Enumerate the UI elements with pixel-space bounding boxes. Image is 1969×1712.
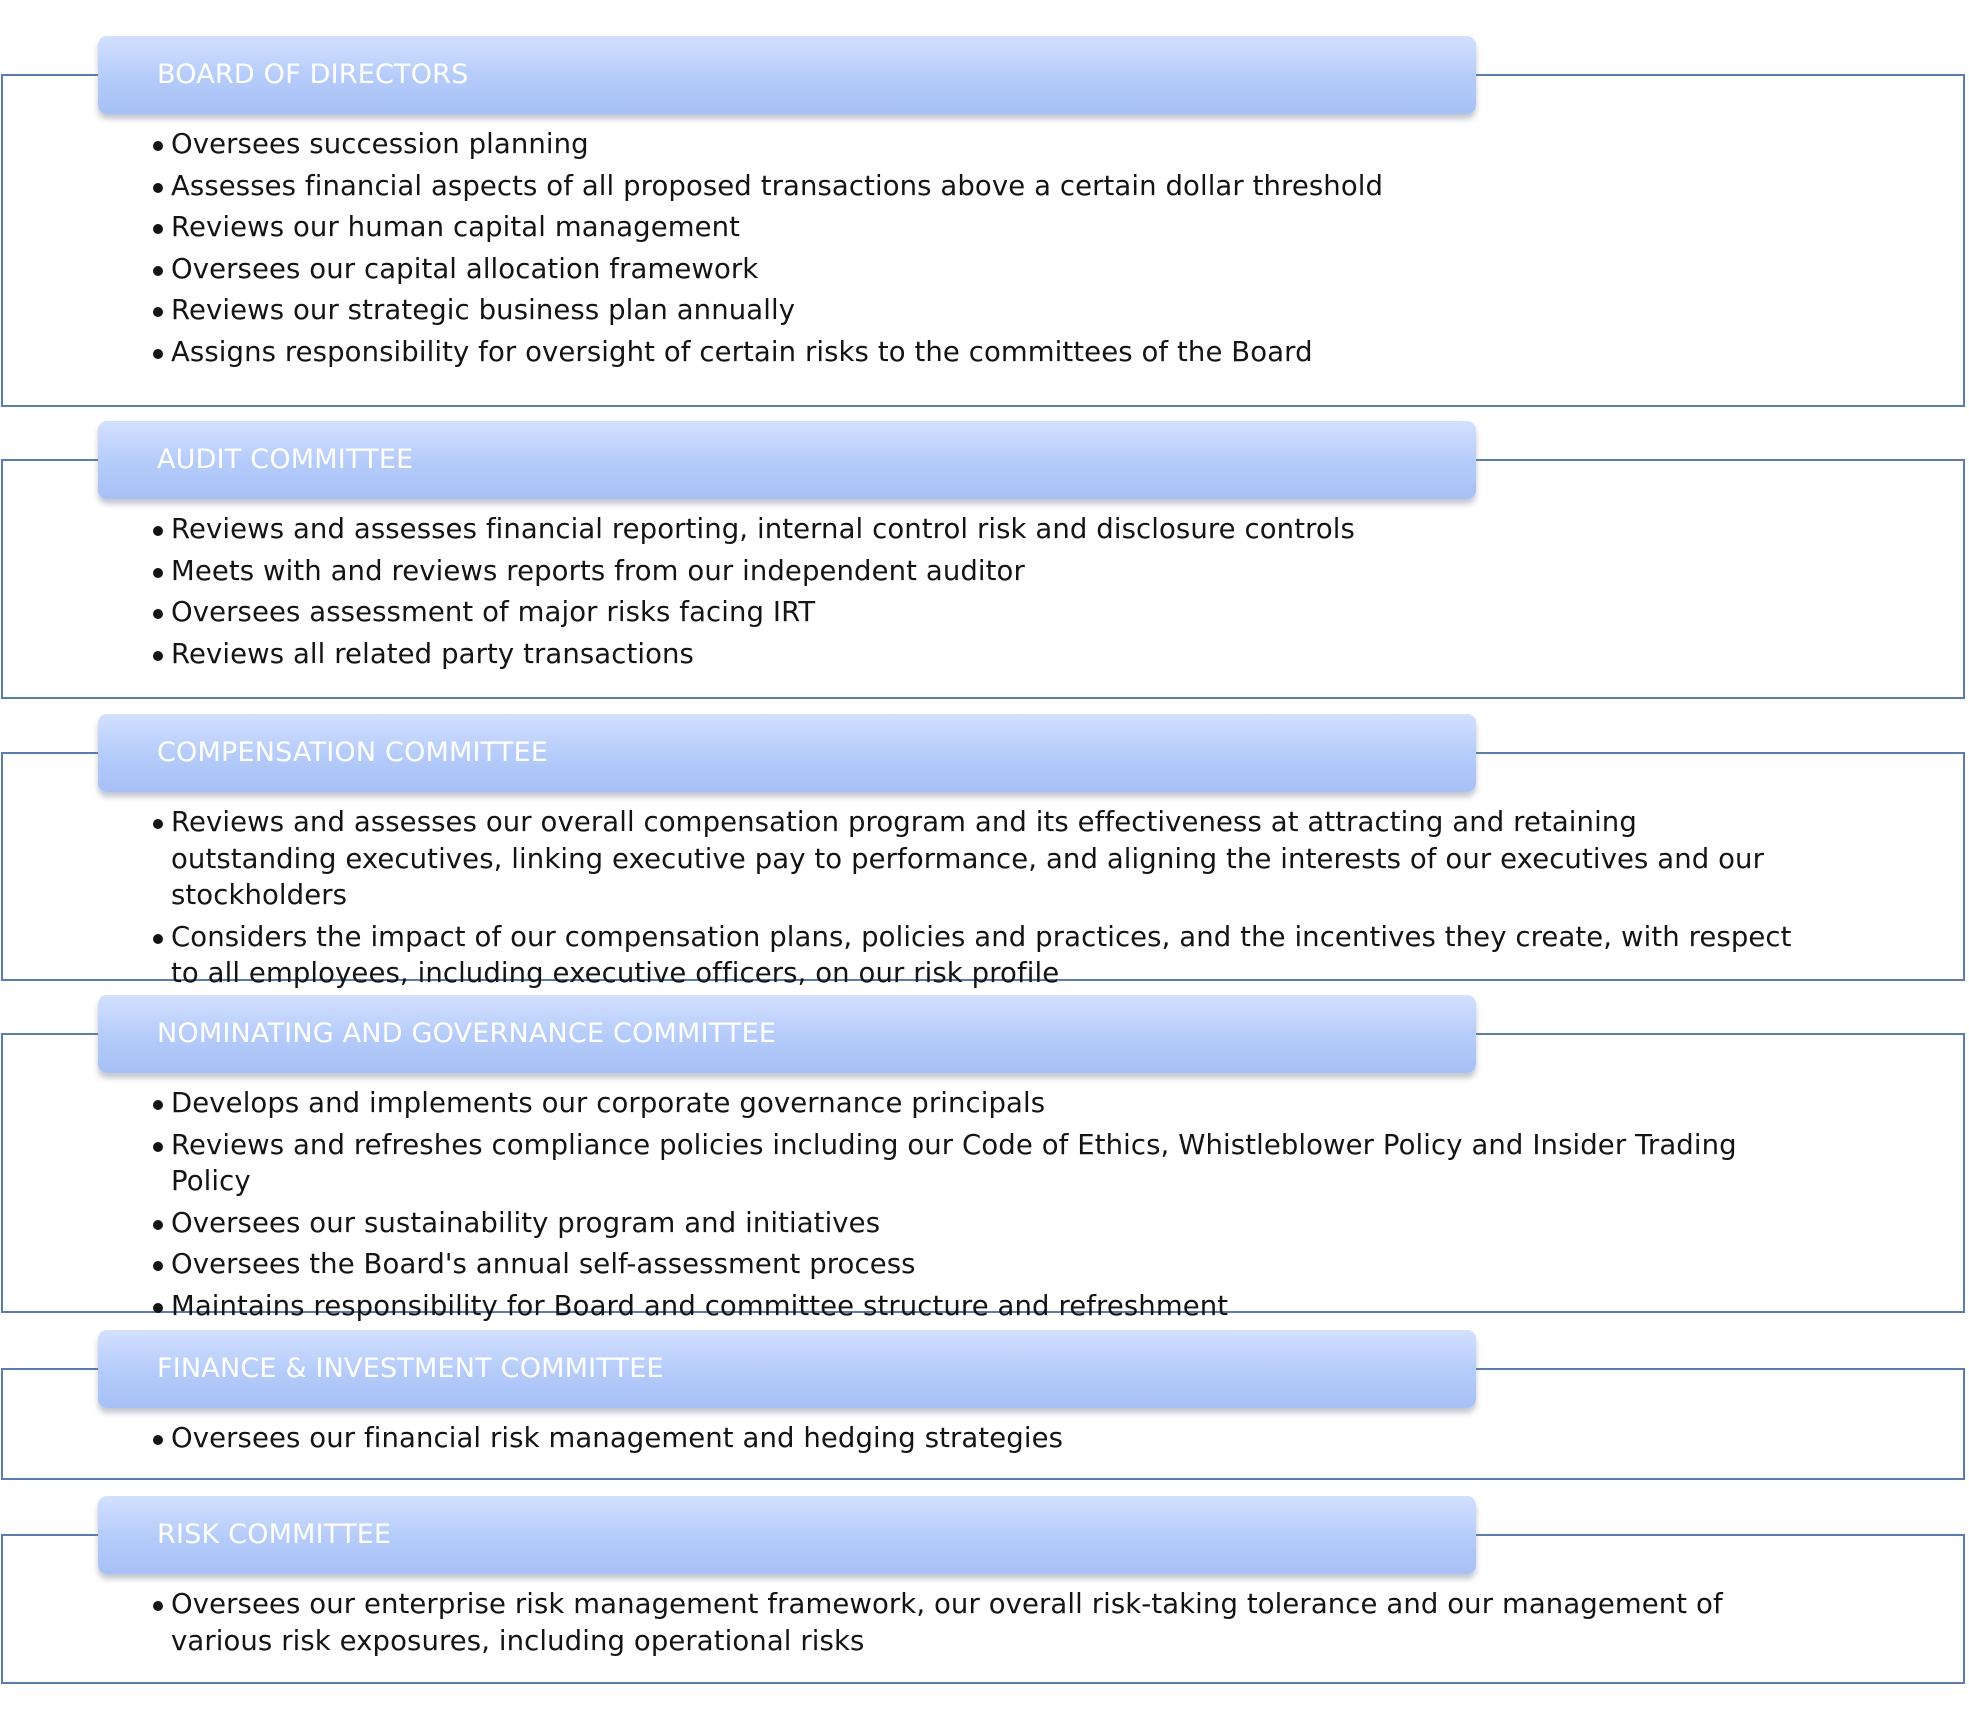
section-audit-committee (0, 421, 1969, 701)
list-item: Oversees succession planning (153, 126, 1793, 163)
section-compensation-committee (0, 714, 1969, 989)
list-item: Assesses financial aspects of all proposed transactions above a certain dollar threshold (153, 168, 1793, 205)
section-board-of-directors (0, 36, 1969, 411)
bullet-list (153, 126, 1793, 375)
section-finance-investment-committee (0, 1330, 1969, 1480)
list-item: Reviews our human capital management (153, 209, 1793, 246)
list-item: Oversees our enterprise risk management framework, our overall risk-taking tolerance and our management of various risk exposures, including operational risks (153, 1586, 1793, 1659)
list-item: Reviews all related party transactions (153, 636, 1793, 673)
section-title: RISK COMMITTEE (157, 1519, 392, 1550)
section-header (98, 995, 1476, 1073)
bullet-list (153, 511, 1793, 677)
list-item: Reviews and refreshes compliance policies including our Code of Ethics, Whistleblower Policy and Insider Trading Policy (153, 1127, 1793, 1200)
section-title: BOARD OF DIRECTORS (157, 59, 469, 90)
list-item: Oversees our capital allocation framework (153, 251, 1793, 288)
list-item: Maintains responsibility for Board and committee structure and refreshment (153, 1288, 1793, 1325)
list-item: Meets with and reviews reports from our independent auditor (153, 553, 1793, 590)
section-header (98, 36, 1476, 114)
list-item: Oversees our financial risk management and hedging strategies (153, 1420, 1793, 1457)
section-risk-committee (0, 1496, 1969, 1686)
section-header (98, 714, 1476, 792)
bullet-list (153, 804, 1793, 997)
section-header (98, 421, 1476, 499)
bullet-list (153, 1586, 1793, 1664)
list-item: Reviews our strategic business plan annually (153, 292, 1793, 329)
list-item: Reviews and assesses our overall compensation program and its effectiveness at attracting and retaining outstanding executives, linking executive pay to performance, and aligning the interests of our executives and our stockholders (153, 804, 1793, 914)
section-nominating-governance-committee (0, 995, 1969, 1322)
section-title: NOMINATING AND GOVERNANCE COMMITTEE (157, 1018, 777, 1049)
section-header (98, 1330, 1476, 1408)
section-title: AUDIT COMMITTEE (157, 444, 414, 475)
list-item: Develops and implements our corporate governance principals (153, 1085, 1793, 1122)
section-title: COMPENSATION COMMITTEE (157, 737, 549, 768)
bullet-list (153, 1085, 1793, 1329)
list-item: Oversees our sustainability program and initiatives (153, 1205, 1793, 1242)
list-item: Assigns responsibility for oversight of certain risks to the committees of the Board (153, 334, 1793, 371)
list-item: Oversees assessment of major risks facing IRT (153, 594, 1793, 631)
bullet-list (153, 1420, 1793, 1462)
list-item: Considers the impact of our compensation plans, policies and practices, and the incentives they create, with respect to all employees, including executive officers, on our risk profile (153, 919, 1793, 992)
list-item: Oversees the Board's annual self-assessment process (153, 1246, 1793, 1283)
list-item: Reviews and assesses financial reporting, internal control risk and disclosure controls (153, 511, 1793, 548)
section-title: FINANCE & INVESTMENT COMMITTEE (157, 1353, 664, 1384)
section-header (98, 1496, 1476, 1574)
